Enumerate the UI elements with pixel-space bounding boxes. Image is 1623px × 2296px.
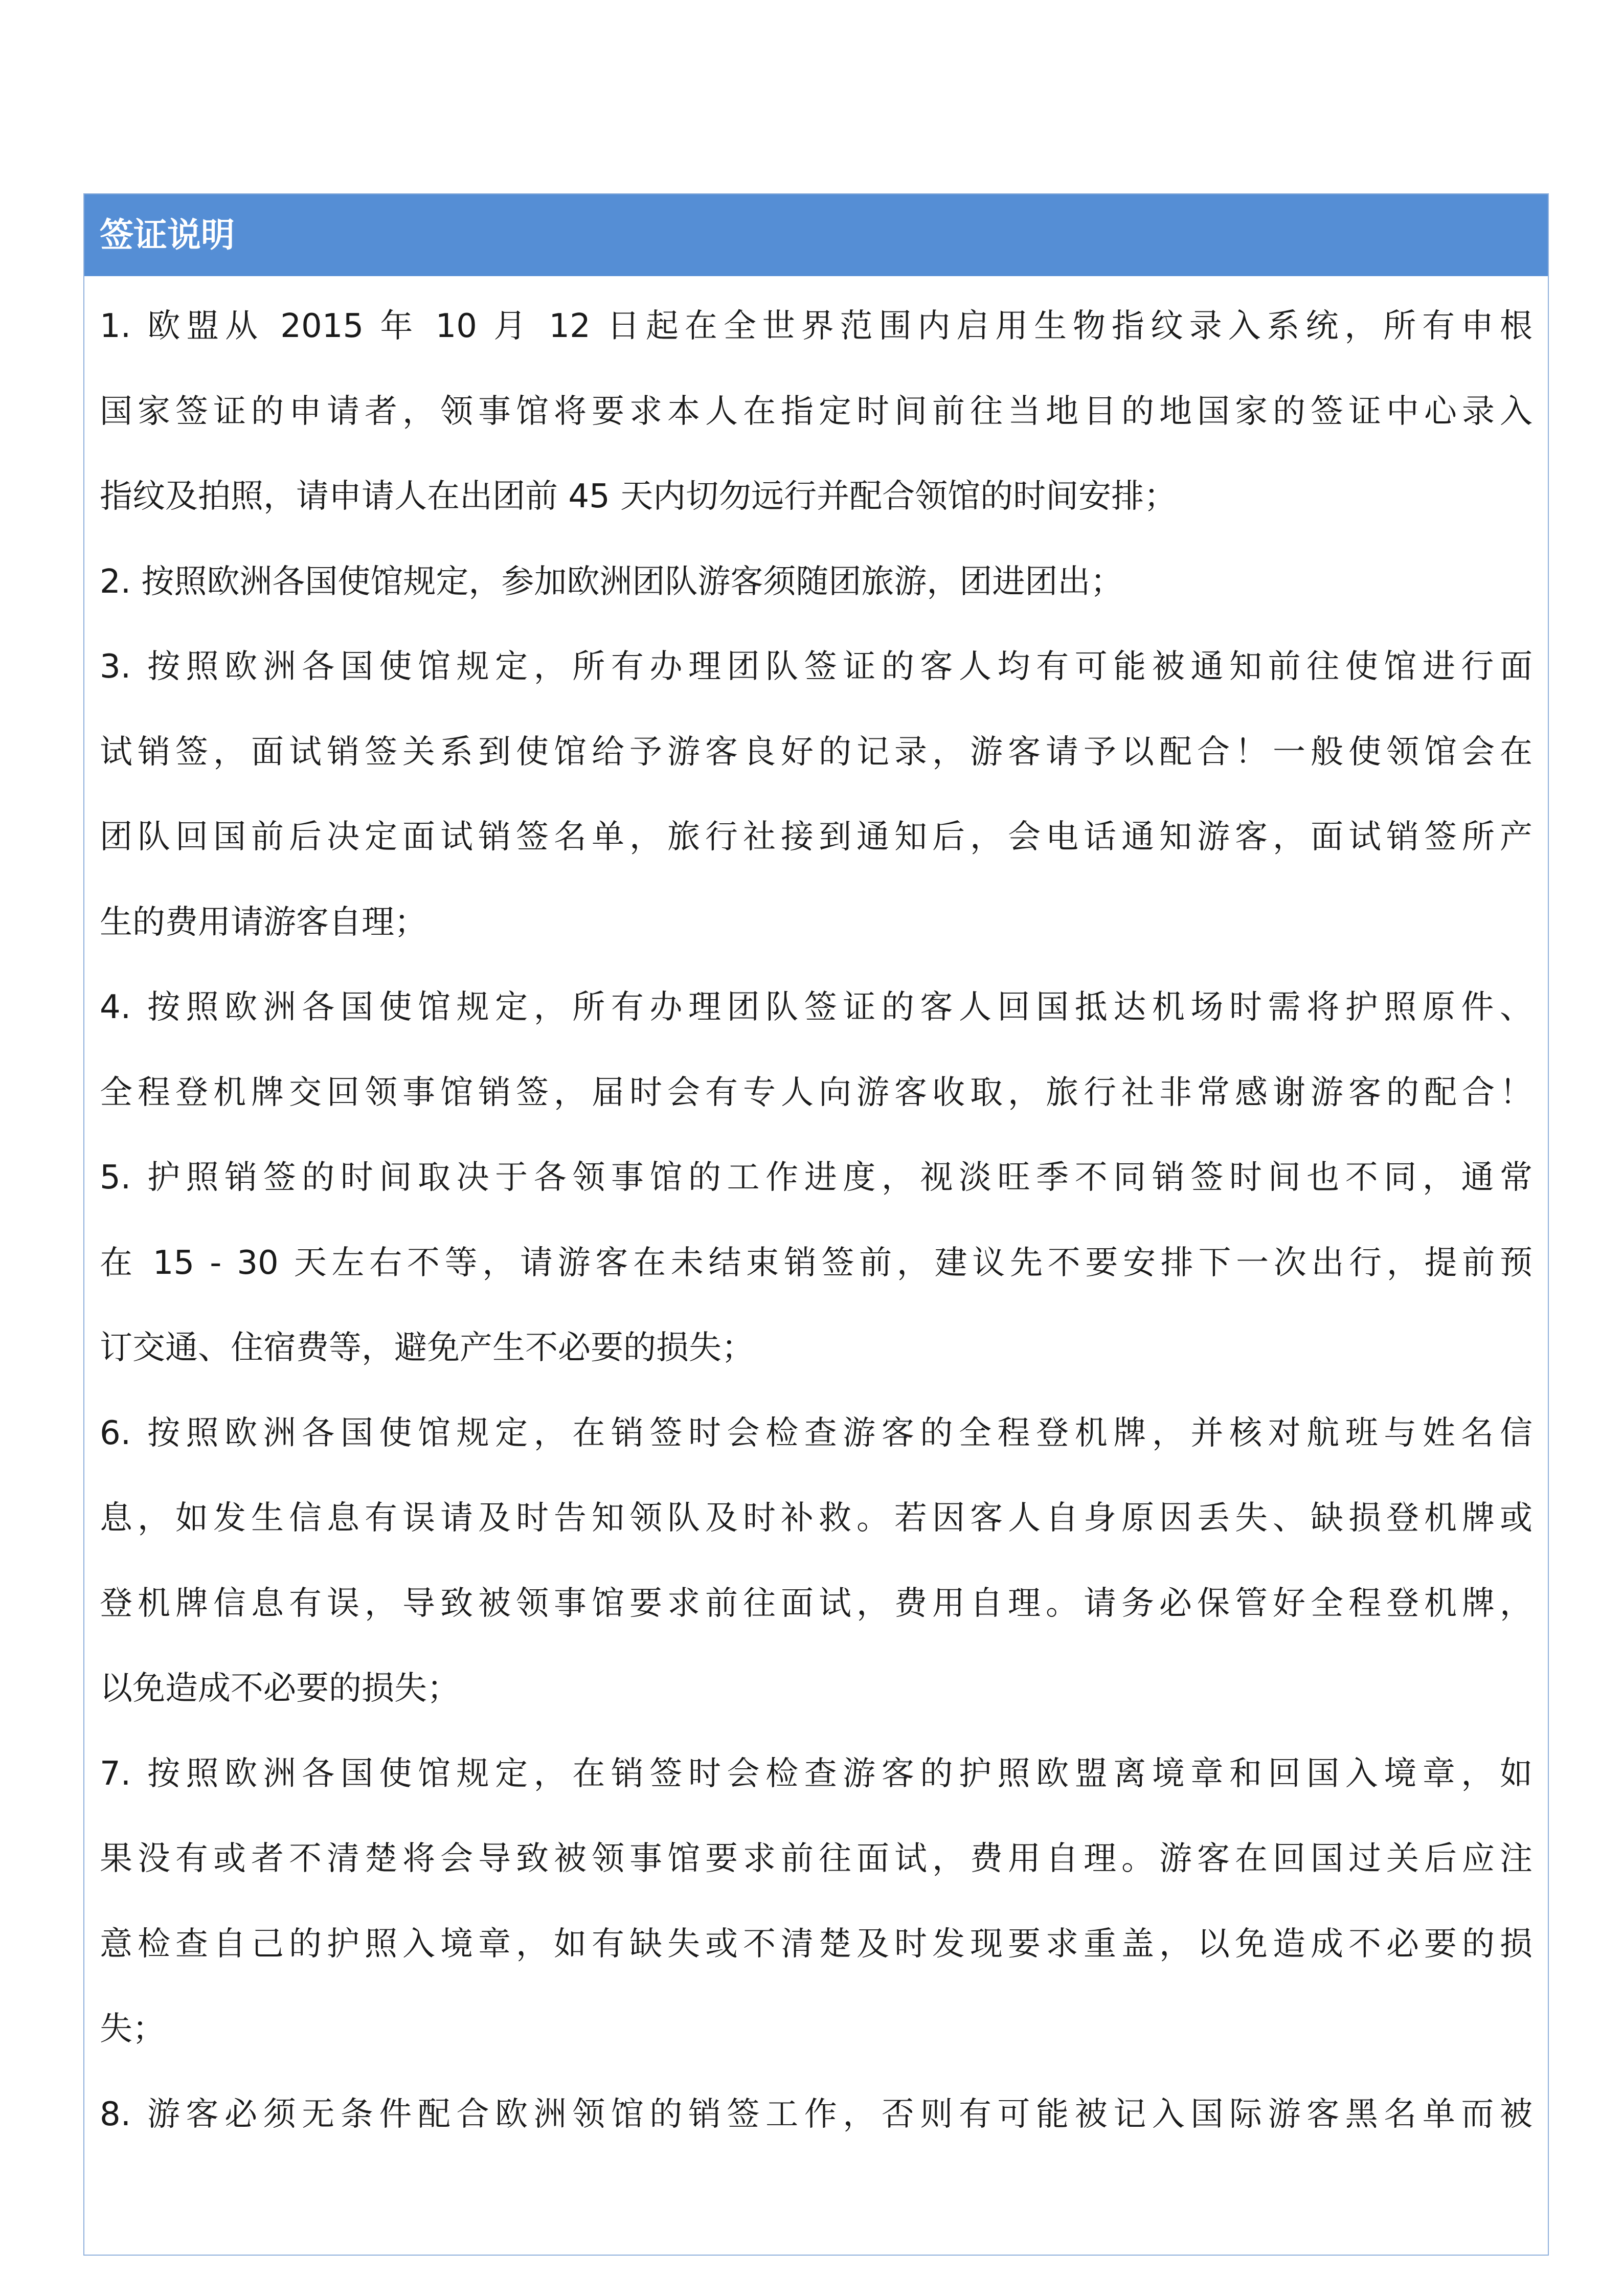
text-line: 息，如发生信息有误请及时告知领队及时补救。若因客人自身原因丢失、缺损登机牌或 (100, 1499, 1532, 1537)
text-line: 7. 按照欧洲各国使馆规定，在销签时会检查游客的护照欧盟离境章和回国入境章，如 (100, 1754, 1532, 1793)
text-line: 5. 护照销签的时间取决于各领事馆的工作进度，视淡旺季不同销签时间也不同，通常 (100, 1159, 1532, 1197)
text-line: 国家签证的申请者，领事馆将要求本人在指定时间前往当地目的地国家的签证中心录入 (100, 392, 1532, 431)
section-title: 签证说明 (84, 194, 1548, 276)
text-line: 2. 按照欧洲各国使馆规定，参加欧洲团队游客须随团旅游，团进团出； (100, 562, 1123, 601)
text-line: 订交通、住宿费等，避免产生不必要的损失； (100, 1329, 754, 1367)
text-line: 全程登机牌交回领事馆销签，届时会有专人向游客收取，旅行社非常感谢游客的配合！ (100, 1073, 1532, 1112)
text-line: 团队回国前后决定面试销签名单，旅行社接到通知后，会电话通知游客，面试销签所产 (100, 818, 1532, 856)
text-line: 6. 按照欧洲各国使馆规定，在销签时会检查游客的全程登机牌，并核对航班与姓名信 (100, 1414, 1532, 1452)
text-line: 试销签，面试销签关系到使馆给予游客良好的记录，游客请予以配合！一般使领馆会在 (100, 733, 1532, 771)
text-line: 生的费用请游客自理； (100, 903, 427, 941)
text-line: 4. 按照欧洲各国使馆规定，所有办理团队签证的客人回国抵达机场时需将护照原件、 (100, 988, 1532, 1026)
text-line: 以免造成不必要的损失； (100, 1670, 460, 1707)
text-line: 意检查自己的护照入境章，如有缺失或不清楚及时发现要求重盖，以免造成不必要的损 (100, 1925, 1532, 1963)
text-line: 在 15 - 30 天左右不等，请游客在未结束销签前，建议先不要安排下一次出行，提前预 (100, 1244, 1532, 1282)
text-line: 8. 游客必须无条件配合欧洲领馆的销签工作，否则有可能被记入国际游客黑名单而被 (100, 2095, 1532, 2133)
text-line: 登机牌信息有误，导致被领事馆要求前往面试，费用自理。请务必保管好全程登机牌， (100, 1584, 1532, 1623)
visa-notes-body (84, 276, 1548, 2157)
text-line: 1. 欧盟从 2015 年 10 月 12 日起在全世界范围内启用生物指纹录入系统，所有申根 (100, 307, 1532, 345)
text-line: 3. 按照欧洲各国使馆规定，所有办理团队签证的客人均有可能被通知前往使馆进行面 (100, 648, 1532, 686)
visa-notes-section (83, 193, 1549, 2256)
text-line: 失； (100, 2010, 165, 2048)
text-line: 指纹及拍照，请申请人在出团前 45 天内切勿远行并配合领馆的时间安排； (100, 478, 1177, 515)
text-line: 果没有或者不清楚将会导致被领事馆要求前往面试，费用自理。游客在回国过关后应注 (100, 1840, 1532, 1878)
